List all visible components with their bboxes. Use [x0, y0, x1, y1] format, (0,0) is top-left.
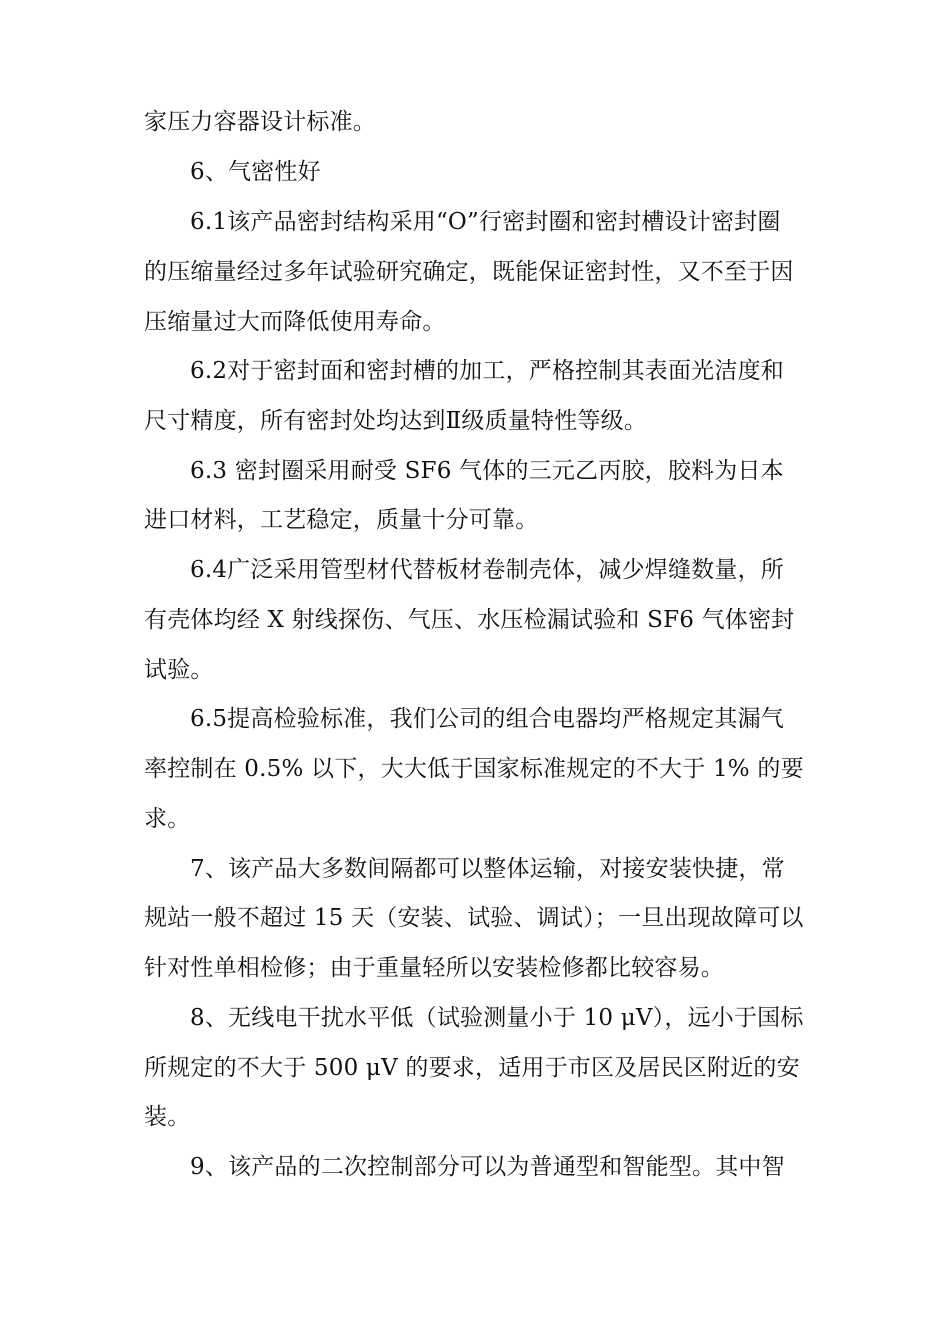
- paragraph-line: 规站一般不超过 15 天（安装、试验、调试）；一旦出现故障可以: [144, 905, 804, 931]
- paragraph-line: 有壳体均经 X 射线探伤、气压、水压检漏试验和 SF6 气体密封: [144, 607, 795, 633]
- paragraph-line: 6.1该产品密封结构采用“O”行密封圈和密封槽设计密封圈: [190, 209, 781, 235]
- paragraph-line: 7、该产品大多数间隔都可以整体运输，对接安装快捷，常: [190, 856, 785, 882]
- paragraph-line: 压缩量过大而降低使用寿命。: [144, 309, 446, 335]
- paragraph-line: 所规定的不大于 500 μV 的要求，适用于市区及居民区附近的安: [144, 1055, 800, 1081]
- paragraph-line: 8、无线电干扰水平低（试验测量小于 10 μV），远小于国标: [190, 1005, 804, 1031]
- paragraph-line: 进口材料，工艺稳定，质量十分可靠。: [144, 507, 539, 533]
- paragraph-line: 家压力容器设计标准。: [144, 109, 376, 135]
- paragraph-line: 的压缩量经过多年试验研究确定，既能保证密封性，又不至于因: [144, 259, 794, 285]
- paragraph-line: 装。: [144, 1104, 191, 1130]
- paragraph-line: 6.2对于密封面和密封槽的加工，严格控制其表面光洁度和: [190, 358, 784, 384]
- paragraph-line: 6.4广泛采用管型材代替板材卷制壳体，减少焊缝数量，所: [190, 557, 784, 583]
- paragraph-line: 9、该产品的二次控制部分可以为普通型和智能型。其中智: [190, 1154, 785, 1180]
- paragraph-line: 求。: [144, 806, 191, 832]
- section-heading: 6、气密性好: [190, 159, 321, 185]
- paragraph-line: 6.3 密封圈采用耐受 SF6 气体的三元乙丙胶，胶料为日本: [190, 458, 784, 484]
- paragraph-line: 针对性单相检修；由于重量轻所以安装检修都比较容易。: [144, 955, 724, 981]
- paragraph-line: 试验。: [144, 657, 214, 683]
- paragraph-line: 尺寸精度，所有密封处均达到Ⅱ级质量特性等级。: [144, 408, 648, 434]
- paragraph-line: 6.5提高检验标准，我们公司的组合电器均严格规定其漏气: [190, 706, 784, 732]
- paragraph-line: 率控制在 0.5% 以下，大大低于国家标准规定的不大于 1% 的要: [144, 756, 804, 782]
